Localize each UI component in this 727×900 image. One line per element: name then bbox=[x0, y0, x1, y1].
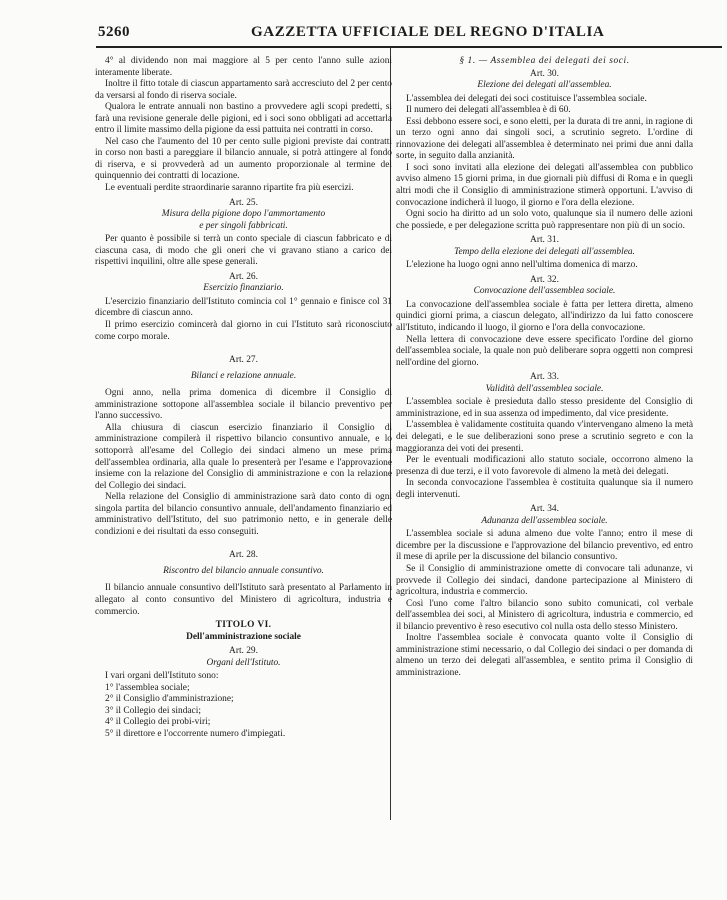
header-rule bbox=[96, 46, 722, 48]
article-subtitle: Convocazione dell'assemblea sociale. bbox=[473, 286, 616, 297]
page-number: 5260 bbox=[98, 24, 130, 40]
article-title: Art. 28. bbox=[229, 550, 258, 561]
paragraph: L'assemblea sociale si aduna almeno due volte l'anno; entro il mese di dicembre per la discussione e l'approvazione del bilancio preventivo, ed entro il mese di aprile per la discussione del bilancio consuntivo. bbox=[396, 529, 693, 563]
article-title: Art. 26. bbox=[229, 271, 258, 282]
article-subtitle: Tempo della elezione dei delegati all'assemblea. bbox=[454, 246, 635, 257]
article-title: Art. 33. bbox=[530, 372, 559, 383]
page-header bbox=[98, 24, 720, 46]
article-subtitle: Misura della pigione dopo l'ammortamento bbox=[161, 209, 326, 220]
paragraph: L'assemblea dei delegati dei soci costituisce l'assemblea sociale. bbox=[406, 93, 647, 104]
masthead-title: GAZZETTA UFFICIALE DEL REGNO D'ITALIA bbox=[251, 24, 605, 40]
list-item: 5° il direttore e l'occorrente numero d'impiegati. bbox=[105, 728, 286, 739]
article-title: Art. 34. bbox=[530, 504, 559, 515]
paragraph: I vari organi dell'Istituto sono: bbox=[105, 671, 219, 682]
article-subtitle: Elezione dei delegati all'assemblea. bbox=[477, 80, 612, 91]
article-subtitle: Bilanci e relazione annuale. bbox=[190, 370, 297, 381]
article-title: Art. 27. bbox=[229, 355, 258, 366]
paragraph: Qualora le entrate annuali non bastino a provvedere agli scopi predetti, si farà una revisione generale delle pigioni, ed i soci sono obbligati ad accettarla entro il limite massimo della pigione da essi pattuita nei contratti in corso. bbox=[95, 102, 392, 136]
section-running-head: § 1. — Assemblea dei delegati dei soci. bbox=[459, 56, 630, 66]
paragraph: L'elezione ha luogo ogni anno nell'ultima domenica di marzo. bbox=[406, 260, 638, 271]
article-subtitle: Riscontro del bilancio annuale consuntivo. bbox=[163, 565, 324, 576]
article-subtitle: e per singoli fabbricati. bbox=[199, 220, 288, 231]
article-title: Art. 32. bbox=[530, 274, 559, 285]
paragraph: Nella lettera di convocazione deve essere specificato l'ordine del giorno dell'assemblea sociale, la quale non può deliberare sopra oggetti non compresi nell'ordine del giorno. bbox=[396, 334, 693, 368]
article-subtitle: Validità dell'assemblea sociale. bbox=[485, 383, 604, 394]
paragraph: L'assemblea sociale è presieduta dallo stesso presidente del Consiglio di amministrazione, ed in sua assenza od impedimento, dal vice presidente. bbox=[396, 397, 693, 419]
article-subtitle: Adunanza dell'assemblea sociale. bbox=[481, 515, 608, 526]
paragraph: Il numero dei delegati all'assemblea è di 60. bbox=[406, 105, 571, 116]
paragraph: In seconda convocazione l'assemblea è costituita qualunque sia il numero degli intervenuti. bbox=[396, 478, 693, 500]
paragraph: Per quanto è possibile si terrà un conto speciale di ciascun fabbricato e di ciascuna casa, di modo che gli oneri che vi gravano stiano a carico dei rispettivi inquilini, oltre alle spese generali. bbox=[95, 234, 392, 268]
paragraph: Essi debbono essere soci, e sono eletti, per la durata di tre anni, in ragione di un terzo ogni anno dai singoli soci, a scrutinio segreto. L'ordine di rinnovazione dei delegati all'assemblea è determinato nei primi due anni dalla sorte, in seguito dalla anzianità. bbox=[396, 116, 693, 162]
paragraph: 4° al dividendo non mai maggiore al 5 per cento l'anno sulle azioni interamente liberate. bbox=[95, 56, 392, 78]
paragraph: Così l'uno come l'altro bilancio sono subito comunicati, col verbale dell'assemblea dei soci, al Ministero di agricoltura, industria e commercio, ed il bilancio preventivo è reso esecutivo col nulla osta dello stesso Ministero. bbox=[396, 598, 693, 632]
article-title: Art. 29. bbox=[229, 646, 258, 657]
right-column bbox=[396, 56, 693, 679]
paragraph: Se il Consiglio di amministrazione omette di convocare tali adunanze, vi provvede il Collegio dei sindaci, dandone partecipazione al Ministero di agricoltura, industria e commercio. bbox=[396, 563, 693, 598]
paragraph: Alla chiusura di ciascun esercizio finanziario il Consiglio di amministrazione compilerà il rispettivo bilancio consuntivo annuale, e lo sottoporrà all'esame del Collegio dei sindaci almeno un mese prima dell'assemblea ordinaria, alla quale lo presenterà per l'esame e l'approvazione insieme con la relazione del Consiglio di amministrazione e con la relazione del Collegio dei sindaci. bbox=[95, 422, 392, 491]
paragraph: Inoltre il fitto totale di ciascun appartamento sarà accresciuto del 2 per cento da versarsi al fondo di riserva sociale. bbox=[95, 79, 392, 101]
paragraph: I soci sono invitati alla elezione dei delegati all'assemblea con pubblico avviso almeno 15 giorni prima, in due giornali più diffusi di Roma e in quegli altri modi che il Consiglio di amministrazione stimerà opportuni. L'avviso di convocazione indicherà il luogo, il giorno e l'ora della elezione. bbox=[396, 162, 693, 208]
list-item: 1° l'assemblea sociale; bbox=[105, 682, 190, 693]
article-title: Art. 31. bbox=[530, 235, 559, 246]
paragraph: Per le eventuali modificazioni allo statuto sociale, occorrono almeno la presenza di due terzi, e il voto favorevole di almeno la metà dei delegati. bbox=[396, 455, 693, 477]
paragraph: Inoltre l'assemblea sociale è convocata quanto volte il Consiglio di amministrazione stimi necessario, o dal Collegio dei sindaci o per domanda di almeno un terzo dei delegati all'assemblea, e sentito prima il Consiglio di amministrazione. bbox=[396, 633, 693, 678]
paragraph: Il primo esercizio comincerà dal giorno in cui l'Istituto sarà riconosciuto come corpo morale. bbox=[95, 320, 392, 342]
section-title: TITOLO VI. bbox=[215, 620, 272, 631]
organs-list bbox=[95, 683, 392, 741]
paragraph: Le eventuali perdite straordinarie saranno ripartite fra più esercizi. bbox=[105, 183, 354, 194]
paragraph: Nel caso che l'aumento del 10 per cento sulle pigioni previste dai contratti in corso non basti a pareggiare il bilancio annuale, si potrà attingere al fondo di riserva, e si provvederà ad un aumento proporzionale al termine del quinquennio dei contratti di locazione. bbox=[95, 136, 392, 182]
paragraph: Il bilancio annuale consuntivo dell'Istituto sarà presentato al Parlamento in allegato al conto consuntivo del Ministero di agricoltura, industria e commercio. bbox=[95, 583, 392, 617]
list-item: 3° il Collegio dei sindaci; bbox=[105, 705, 201, 716]
list-item: 4° il Collegio dei probi-viri; bbox=[105, 717, 211, 728]
paragraph: Ogni socio ha diritto ad un solo voto, qualunque sia il numero delle azioni che possiede, e per delegazione scritta può rappresentare non più di un socio. bbox=[396, 209, 693, 231]
article-subtitle: Esercizio finanziario. bbox=[203, 283, 284, 294]
paragraph: Ogni anno, nella prima domenica di dicembre il Consiglio di amministrazione sottopone all'assemblea sociale il bilancio preventivo per l'anno successivo. bbox=[95, 388, 392, 422]
article-title: Art. 30. bbox=[530, 68, 559, 79]
section-subtitle: Dell'amministrazione sociale bbox=[186, 631, 301, 642]
article-subtitle: Organi dell'Istituto. bbox=[206, 657, 281, 668]
paragraph: L'assemblea è validamente costituita quando v'intervengano almeno la metà dei delegati, e le sue deliberazioni sono prese a scrutinio segreto e con la maggioranza dei voti dei presenti. bbox=[396, 420, 693, 454]
list-item: 2° il Consiglio d'amministrazione; bbox=[105, 694, 234, 705]
paragraph: L'esercizio finanziario dell'Istituto comincia col 1° gennaio e finisce col 31 dicembre di ciascun anno. bbox=[95, 296, 392, 319]
article-title: Art. 25. bbox=[229, 197, 258, 208]
paragraph: La convocazione dell'assemblea sociale è fatta per lettera diretta, almeno quindici giorni prima, a ciascun delegato, all'indirizzo da lui fatto conoscere all'Istituto, indicando il luogo, il giorno e l'ora della convocazione. bbox=[396, 299, 693, 334]
paragraph: Nella relazione del Consiglio di amministrazione sarà dato conto di ogni singola partita del bilancio consuntivo annuale, dell'andamento finanziario ed amministrativo dell'Istituto, del suo patrimonio netto, e in generale delle condizioni e dei risultati da esso conseguiti. bbox=[95, 492, 392, 537]
left-column bbox=[95, 56, 392, 741]
